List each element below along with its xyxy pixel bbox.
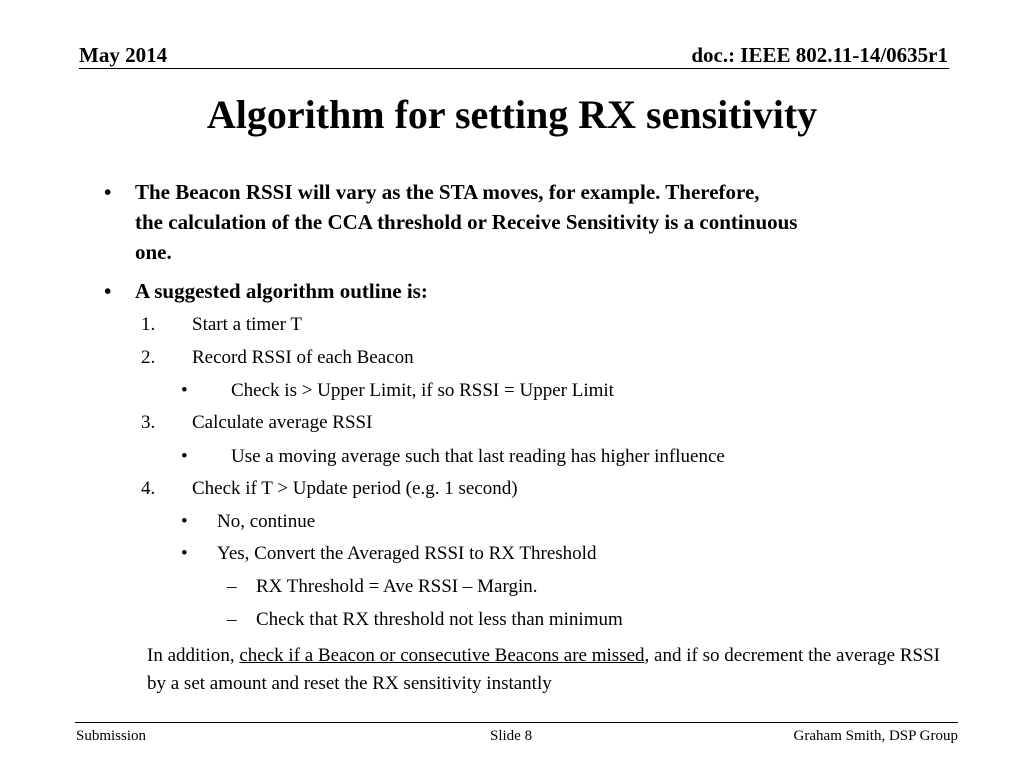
note-suffix: , and if so decrement the average RSSI by a set amount and reset the RX sensitivity instantly [147, 645, 940, 694]
header-rule [79, 68, 949, 69]
header-doc-id: doc.: IEEE 802.11-14/0635r1 [691, 43, 948, 67]
bullet-line: one. [135, 240, 172, 264]
sub-bullet-text: No, continue [217, 511, 316, 532]
sub-bullet-text: Yes, Convert the Averaged RSSI to RX Threshold [217, 543, 597, 564]
sub-bullet-text: Use a moving average such that last reading has higher influence [231, 446, 725, 467]
bullet-line: the calculation of the CCA threshold or Receive Sensitivity is a continuous [135, 210, 798, 234]
step-number: 4. [141, 478, 156, 499]
note-underlined: check if a Beacon or consecutive Beacons are missed [239, 645, 645, 666]
step-text: Start a timer T [192, 314, 302, 335]
bullet-line: A suggested algorithm outline is: [135, 279, 428, 303]
note-paragraph [147, 642, 957, 698]
dash-mark: – [227, 609, 237, 630]
step-number: 3. [141, 412, 156, 433]
sub-bullet-dot: • [181, 511, 188, 532]
slide-title: Algorithm for setting RX sensitivity [206, 92, 818, 137]
sub-bullet-text: Check is > Upper Limit, if so RSSI = Upper Limit [231, 380, 614, 401]
sub-bullet-dot: • [181, 380, 188, 401]
bullet-dot: • [104, 279, 112, 303]
step-number: 1. [141, 314, 156, 335]
step-number: 2. [141, 347, 156, 368]
dash-mark: – [227, 576, 237, 597]
bullet-dot: • [104, 180, 112, 204]
step-text: Record RSSI of each Beacon [192, 347, 414, 368]
bullet-line: The Beacon RSSI will vary as the STA moves, for example. Therefore, [135, 180, 760, 204]
footer-slide-number: Slide 8 [490, 728, 533, 744]
step-text: Check if T > Update period (e.g. 1 second) [192, 478, 518, 499]
step-text: Calculate average RSSI [192, 412, 373, 433]
note-prefix: In addition, [147, 645, 240, 666]
dash-item-text: RX Threshold = Ave RSSI – Margin. [256, 576, 538, 597]
footer-author: Graham Smith, DSP Group [793, 728, 958, 744]
sub-bullet-dot: • [181, 446, 188, 467]
dash-item-text: Check that RX threshold not less than minimum [256, 609, 623, 630]
header-date: May 2014 [79, 43, 168, 67]
footer-rule [75, 722, 958, 723]
sub-bullet-dot: • [181, 543, 188, 564]
footer-submission: Submission [76, 728, 147, 744]
